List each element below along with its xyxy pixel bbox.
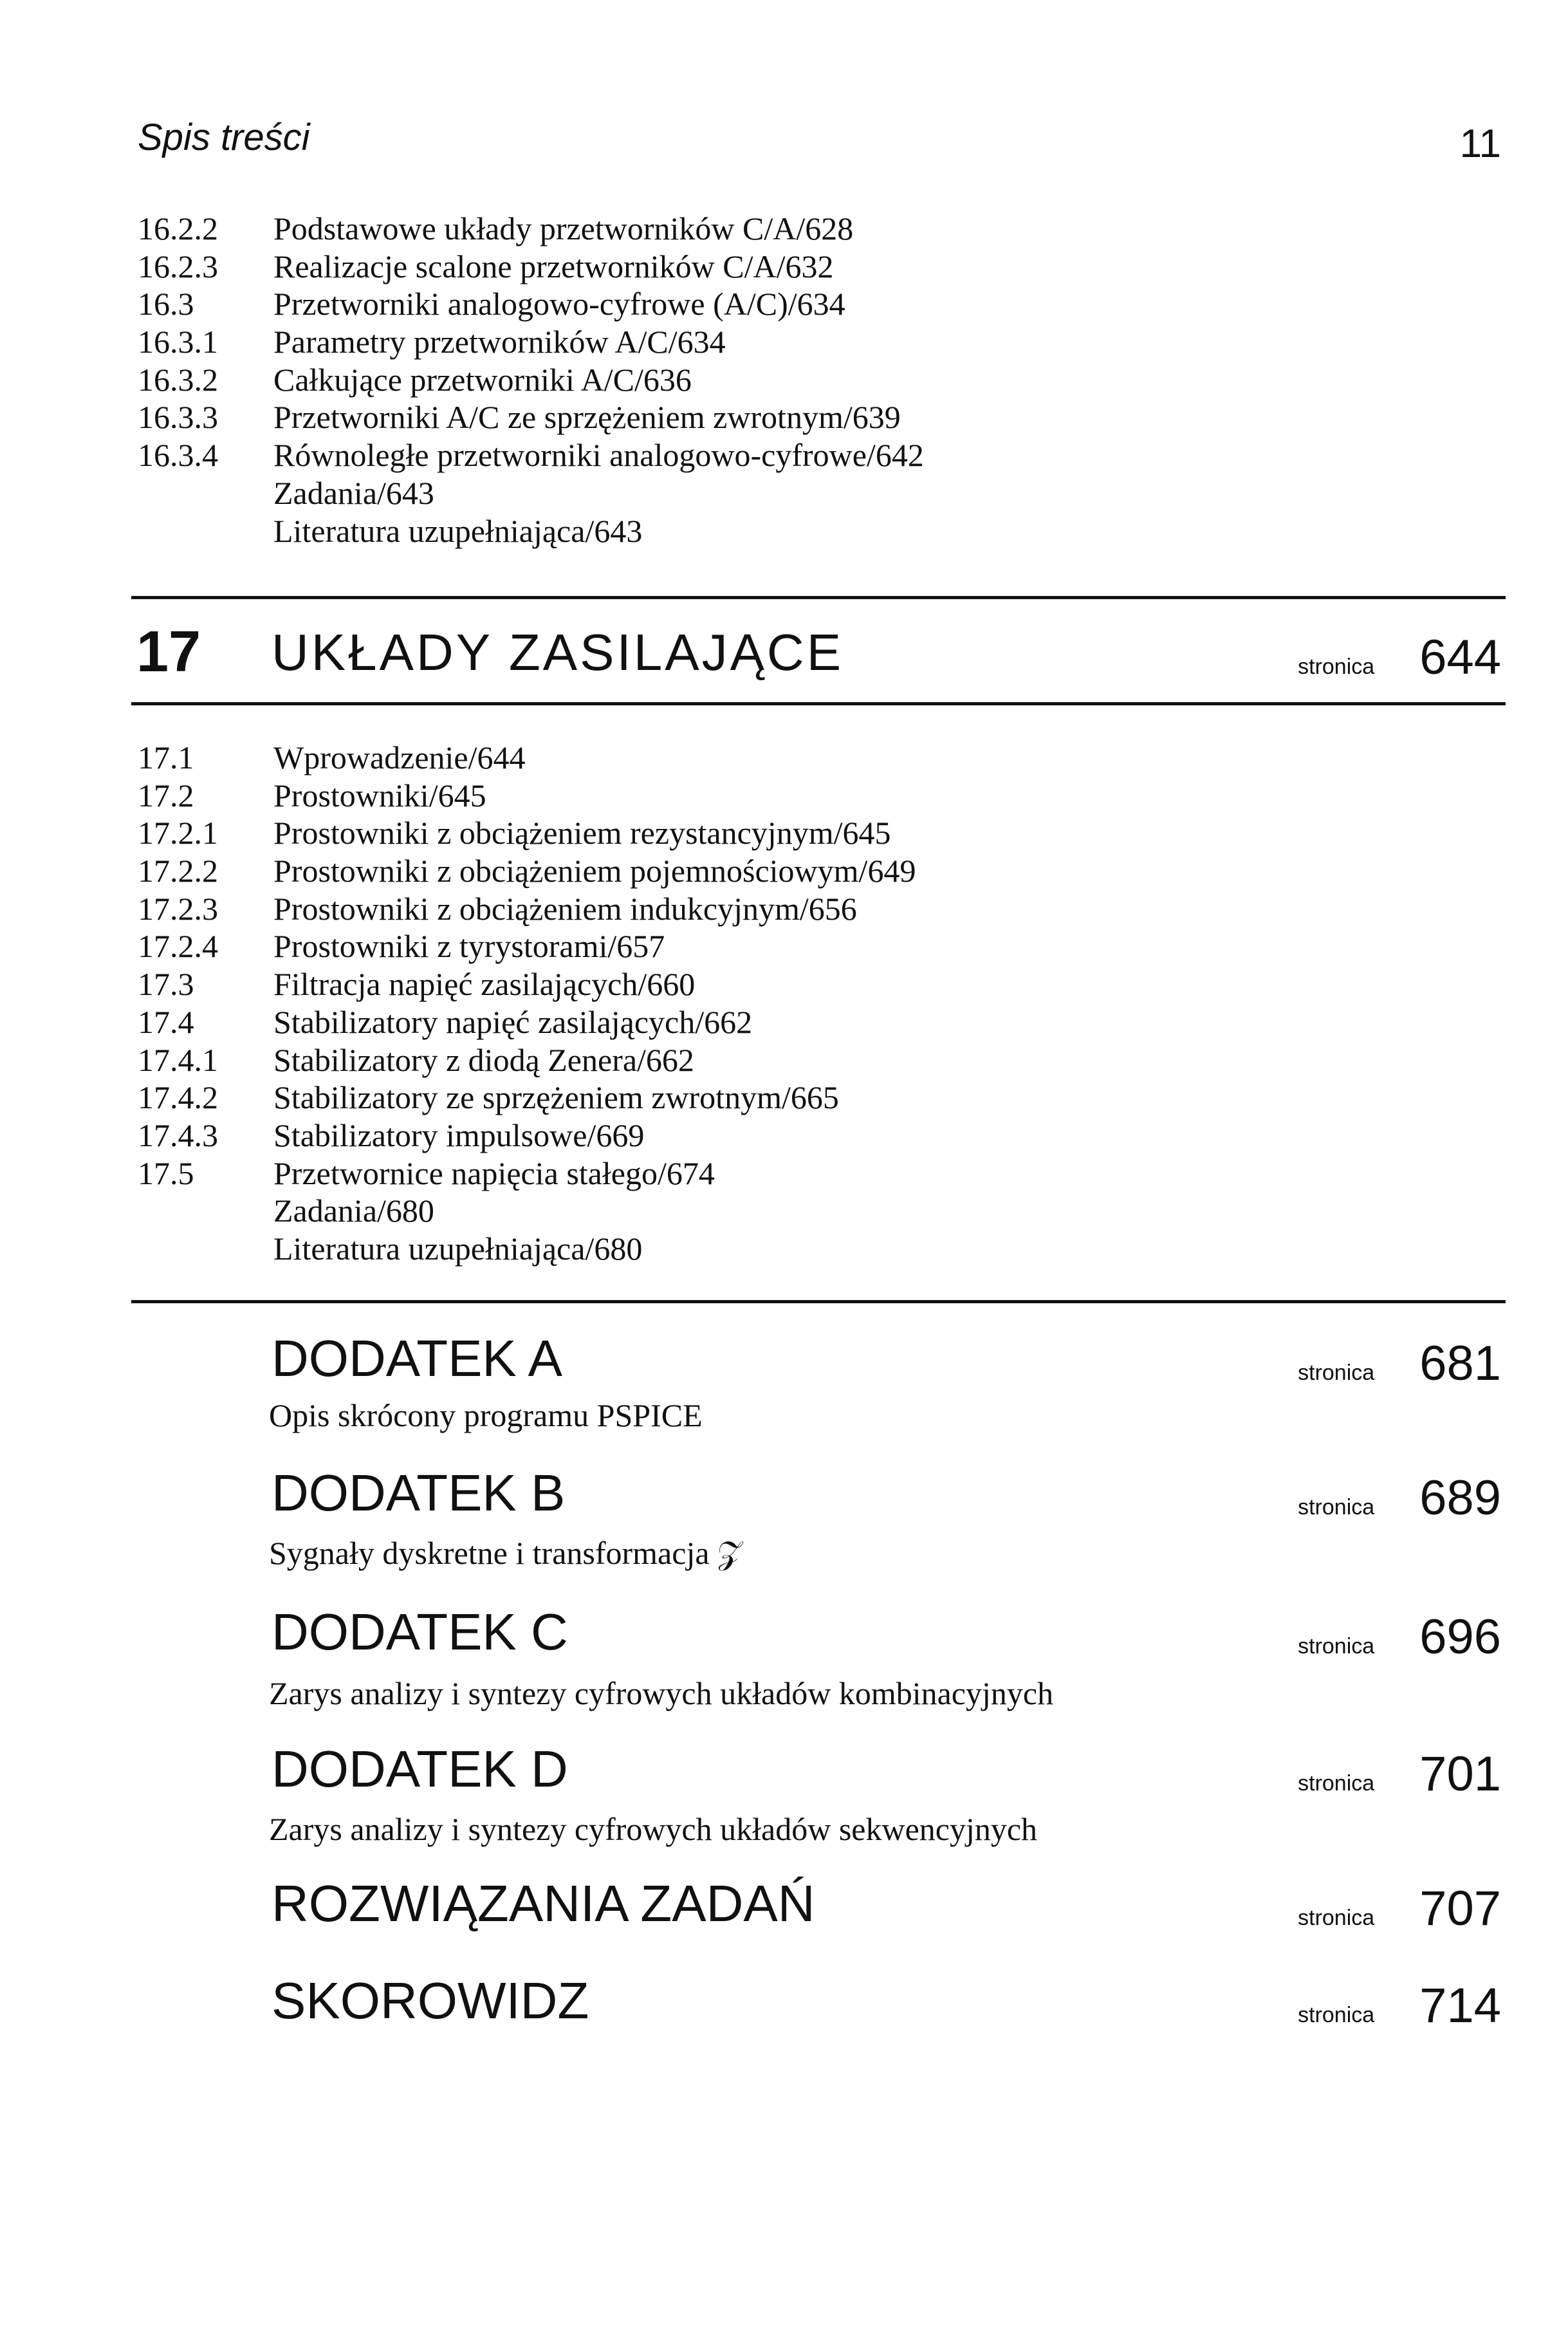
entry-number: 17.5: [138, 1155, 194, 1191]
entry-title: Literatura uzupełniająca/643: [273, 512, 643, 549]
page-value: 696: [1419, 1610, 1501, 1664]
entry-title: Prostowniki/645: [273, 777, 486, 813]
page-value: 644: [1419, 630, 1501, 685]
toc-entry: [138, 210, 924, 248]
page-value: 714: [1419, 1978, 1501, 2033]
toc-entry: [138, 436, 924, 474]
toc-entry: [138, 361, 924, 399]
toc-entry: [138, 1192, 916, 1230]
entry-title: Stabilizatory z diodą Zenera/662: [273, 1041, 694, 1078]
section-17-toc: [138, 739, 916, 1268]
entry-title: Prostowniki z tyrystorami/657: [273, 928, 665, 965]
page-label: stronica: [1298, 1361, 1375, 1385]
page-label: stronica: [1298, 2003, 1375, 2027]
entry-title: Realizacje scalone przetworników C/A/632: [273, 248, 834, 284]
toc-entry: [138, 777, 916, 815]
appendix-d-subtitle: Zarys analizy i syntezy cyfrowych układów sekwencyjnych: [269, 1811, 1038, 1847]
appendix-b-subtitle: Sygnały dyskretne i transformacja 𝒵: [269, 1535, 742, 1571]
toc-entry: [138, 248, 924, 286]
entry-number: 16.2.3: [138, 248, 218, 284]
entry-number: [138, 512, 273, 550]
toc-entry: [138, 398, 924, 436]
toc-entry: [138, 474, 924, 512]
entry-number: 16.2.2: [138, 210, 218, 246]
entry-title: Całkujące przetworniki A/C/636: [273, 361, 692, 398]
entry-title: Parametry przetworników A/C/634: [273, 324, 726, 360]
toc-entry: [138, 1079, 916, 1117]
toc-entry: [138, 1155, 916, 1193]
appendix-b-page: [1298, 1470, 1501, 1526]
page-label: stronica: [1298, 1771, 1375, 1796]
chapter-number: 17: [136, 620, 201, 684]
index-page: [1298, 1978, 1501, 2034]
entry-number: [138, 1192, 273, 1230]
page-value: 689: [1419, 1471, 1501, 1525]
entry-number: 16.3.2: [138, 361, 218, 398]
entry-number: 17.2.3: [138, 890, 218, 927]
entry-number: [138, 474, 273, 512]
index-title: SKOROWIDZ: [272, 1972, 589, 2029]
toc-entry: [138, 890, 916, 928]
chapter-page: [1298, 629, 1501, 685]
entry-number: 17.4.2: [138, 1079, 218, 1116]
toc-entry: [138, 814, 916, 852]
entry-number: 17.4.1: [138, 1041, 218, 1078]
toc-entry: [138, 512, 924, 550]
entry-number: 17.4: [138, 1003, 194, 1040]
page-value: 681: [1419, 1336, 1501, 1391]
entry-number: 17.2.2: [138, 853, 218, 889]
entry-number: 16.3: [138, 286, 194, 322]
page-value: 707: [1419, 1881, 1501, 1936]
entry-number: [138, 1230, 273, 1268]
entry-number: 16.3.1: [138, 324, 218, 360]
entry-title: Zadania/680: [273, 1193, 434, 1229]
entry-title: Zadania/643: [273, 474, 434, 511]
entry-title: Prostowniki z obciążeniem pojemnościowym/649: [273, 853, 916, 889]
solutions-title: ROZWIĄZANIA ZADAŃ: [272, 1875, 815, 1932]
divider-rule: [131, 596, 1506, 599]
page-label: stronica: [1298, 1495, 1375, 1520]
entry-title: Prostowniki z obciążeniem rezystancyjnym/645: [273, 815, 891, 851]
entry-number: 17.2.1: [138, 815, 218, 851]
entry-title: Przetwornice napięcia stałego/674: [273, 1155, 715, 1191]
solutions-page: [1298, 1881, 1501, 1937]
divider-rule: [131, 1300, 1506, 1303]
page-label: stronica: [1298, 655, 1375, 679]
toc-entry: [138, 1230, 916, 1268]
entry-number: 17.2: [138, 777, 194, 813]
page-label: stronica: [1298, 1906, 1375, 1930]
appendix-c-page: [1298, 1609, 1501, 1665]
running-header-title: Spis treści: [138, 116, 310, 158]
toc-entry: [138, 1003, 916, 1041]
toc-entry: [138, 323, 924, 361]
appendix-c-subtitle: Zarys analizy i syntezy cyfrowych układów kombinacyjnych: [269, 1675, 1054, 1711]
section-16-toc: [138, 210, 924, 550]
appendix-a-page: [1298, 1335, 1501, 1391]
entry-number: 17.1: [138, 739, 194, 776]
toc-entry: [138, 1041, 916, 1079]
entry-title: Przetworniki analogowo-cyfrowe (A/C)/634: [273, 286, 845, 322]
appendix-d-page: [1298, 1746, 1501, 1802]
toc-entry: [138, 739, 916, 777]
entry-title: Podstawowe układy przetworników C/A/628: [273, 210, 854, 246]
entry-title: Wprowadzenie/644: [273, 739, 526, 776]
appendix-b-title: DODATEK B: [272, 1464, 566, 1521]
entry-title: Filtracja napięć zasilających/660: [273, 966, 696, 1003]
entry-title: Równoległe przetworniki analogowo-cyfrowe/642: [273, 437, 924, 474]
entry-number: 17.3: [138, 966, 194, 1003]
toc-entry: [138, 852, 916, 890]
appendix-a-title: DODATEK A: [272, 1330, 562, 1387]
entry-number: 17.2.4: [138, 928, 218, 965]
divider-rule: [131, 702, 1506, 705]
toc-entry: [138, 285, 924, 323]
entry-number: 16.3.4: [138, 437, 218, 474]
entry-title: Prostowniki z obciążeniem indukcyjnym/656: [273, 890, 857, 927]
appendix-d-title: DODATEK D: [272, 1740, 568, 1798]
entry-title: Przetworniki A/C ze sprzężeniem zwrotnym/639: [273, 399, 901, 436]
page-value: 701: [1419, 1747, 1501, 1801]
appendix-c-title: DODATEK C: [272, 1603, 568, 1660]
toc-entry: [138, 965, 916, 1003]
page-number: 11: [1459, 122, 1501, 166]
entry-title: Literatura uzupełniająca/680: [273, 1230, 643, 1267]
chapter-title: UKŁADY ZASILAJĄCE: [272, 624, 844, 681]
entry-title: Stabilizatory napięć zasilających/662: [273, 1003, 753, 1040]
toc-entry: [138, 927, 916, 965]
toc-entry: [138, 1117, 916, 1155]
entry-number: 16.3.3: [138, 399, 218, 436]
entry-title: Stabilizatory ze sprzężeniem zwrotnym/665: [273, 1079, 839, 1116]
page-label: stronica: [1298, 1634, 1375, 1659]
entry-number: 17.4.3: [138, 1117, 218, 1153]
entry-title: Stabilizatory impulsowe/669: [273, 1117, 645, 1153]
appendix-a-subtitle: Opis skrócony programu PSPICE: [269, 1397, 703, 1433]
